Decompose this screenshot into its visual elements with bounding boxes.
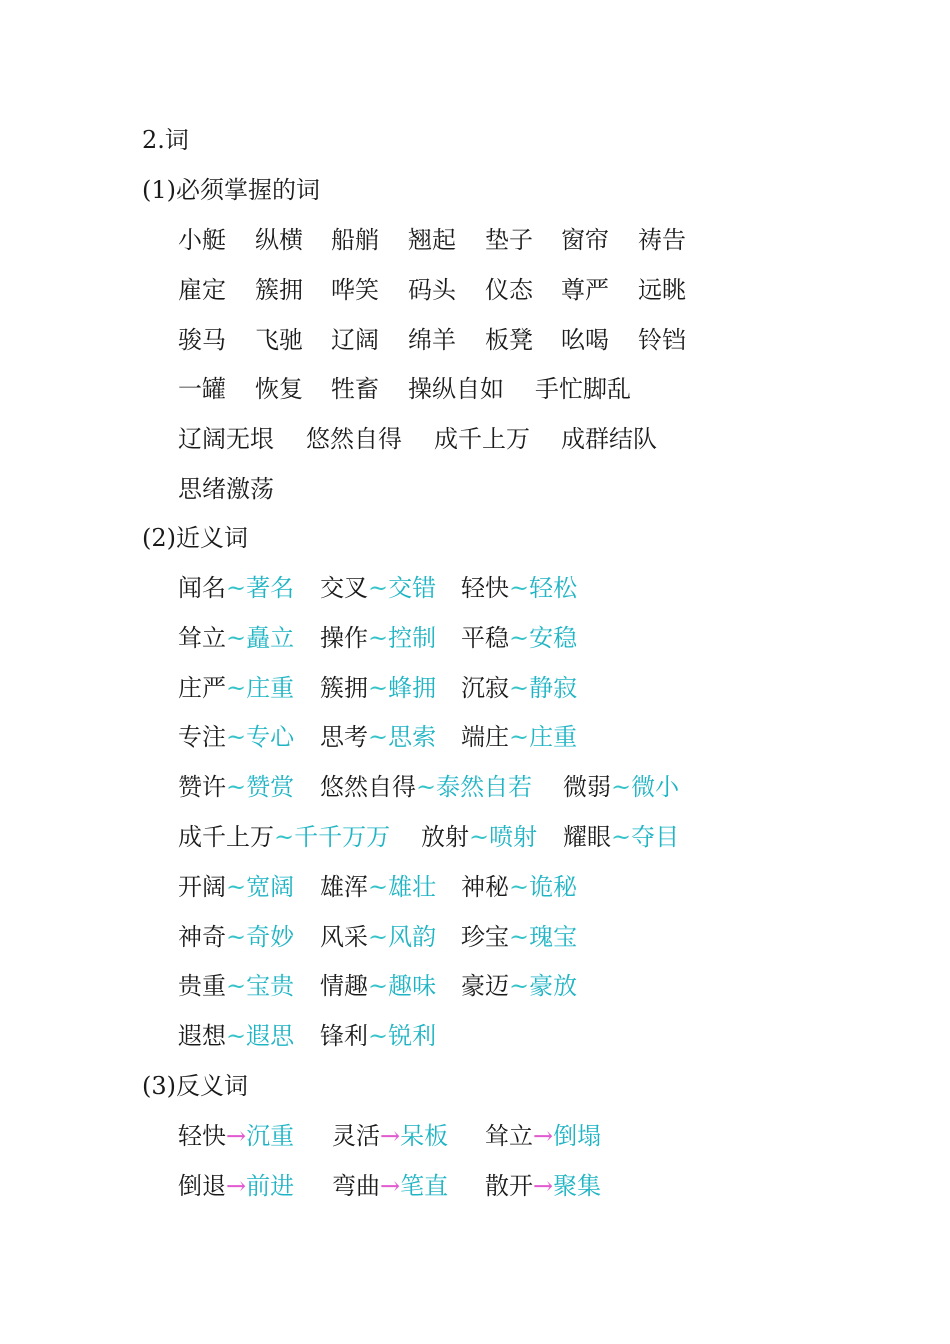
word: 端庄 xyxy=(461,723,509,752)
synonym-pair xyxy=(320,668,436,708)
answer-word: 雄壮 xyxy=(388,872,437,901)
answer-word: 宝贵 xyxy=(246,972,295,1001)
synonym-pair xyxy=(178,817,390,857)
answer-word: 微小 xyxy=(631,773,680,802)
tilde-separator: ~ xyxy=(226,872,247,901)
synonym-pair xyxy=(461,668,577,708)
synonym-pair xyxy=(178,618,294,658)
word: 灵活 xyxy=(332,1122,380,1150)
word: 绵羊 xyxy=(408,325,456,354)
word: 微弱 xyxy=(563,773,611,802)
word: 轻快 xyxy=(178,1122,226,1150)
synonyms-heading: (2)近义词 xyxy=(142,524,248,552)
arrow-separator: → xyxy=(380,1122,401,1150)
tilde-separator: ~ xyxy=(226,723,247,752)
tilde-separator: ~ xyxy=(368,872,389,901)
word: 操作 xyxy=(320,623,368,652)
tilde-separator: ~ xyxy=(509,723,530,752)
tilde-separator: ~ xyxy=(368,1022,389,1051)
word: 牲畜 xyxy=(331,375,379,404)
word: 赞许 xyxy=(178,773,226,802)
synonym-pair xyxy=(178,767,294,807)
answer-word: 前进 xyxy=(246,1171,295,1200)
word: 飞驰 xyxy=(255,325,303,354)
synonym-pair xyxy=(563,817,679,857)
antonym-pair xyxy=(485,1116,601,1156)
word: 船艄 xyxy=(331,226,379,254)
answer-word: 庄重 xyxy=(246,673,295,702)
synonym-pair xyxy=(178,568,294,608)
word: 情趣 xyxy=(320,972,368,1001)
word: 平稳 xyxy=(461,623,509,652)
synonym-pair xyxy=(461,568,577,608)
arrow-separator: → xyxy=(533,1122,554,1150)
word: 小艇 xyxy=(178,226,226,254)
antonym-pair xyxy=(332,1166,448,1206)
word: 放射 xyxy=(421,823,469,851)
tilde-separator: ~ xyxy=(226,773,247,802)
word: 思考 xyxy=(320,723,368,752)
tilde-separator: ~ xyxy=(226,972,247,1001)
tilde-separator: ~ xyxy=(368,723,389,752)
word: 耀眼 xyxy=(563,823,611,851)
word: 纵横 xyxy=(255,226,303,254)
answer-word: 专心 xyxy=(246,723,295,752)
word: 窗帘 xyxy=(561,226,609,254)
arrow-separator: → xyxy=(380,1171,401,1200)
word: 仪态 xyxy=(485,275,533,304)
tilde-separator: ~ xyxy=(368,673,389,702)
tilde-separator: ~ xyxy=(226,922,247,951)
word: 豪迈 xyxy=(461,972,509,1001)
word: 辽阔无垠 xyxy=(178,425,274,454)
word: 思绪激荡 xyxy=(178,475,274,503)
word: 弯曲 xyxy=(332,1171,380,1200)
synonym-pair xyxy=(320,568,436,608)
answer-word: 思索 xyxy=(388,723,437,752)
must-master-heading: (1)必须掌握的词 xyxy=(142,176,320,204)
antonym-pair xyxy=(332,1116,448,1156)
answer-word: 交错 xyxy=(388,574,437,602)
word: 耸立 xyxy=(178,623,226,652)
answer-word: 聚集 xyxy=(553,1171,602,1200)
answer-word: 泰然自若 xyxy=(436,773,533,802)
answer-word: 豪放 xyxy=(529,972,578,1001)
antonym-pair xyxy=(178,1166,294,1206)
answer-word: 沉重 xyxy=(246,1122,295,1150)
answer-word: 瑰宝 xyxy=(529,922,578,951)
answer-word: 锐利 xyxy=(388,1022,437,1051)
tilde-separator: ~ xyxy=(509,673,530,702)
word: 专注 xyxy=(178,723,226,752)
answer-word: 夺目 xyxy=(631,823,680,851)
word: 风采 xyxy=(320,922,368,951)
synonym-pair xyxy=(320,1016,436,1056)
synonym-pair xyxy=(563,767,679,807)
word: 开阔 xyxy=(178,872,226,901)
word: 闻名 xyxy=(178,574,226,602)
word: 吆喝 xyxy=(561,325,609,354)
answer-word: 笔直 xyxy=(400,1171,449,1200)
tilde-separator: ~ xyxy=(509,872,530,901)
word: 倒退 xyxy=(178,1171,226,1200)
tilde-separator: ~ xyxy=(368,574,389,602)
word: 码头 xyxy=(408,275,456,304)
word: 散开 xyxy=(485,1171,533,1200)
word: 神奇 xyxy=(178,922,226,951)
word: 成千上万 xyxy=(434,425,530,454)
tilde-separator: ~ xyxy=(368,922,389,951)
synonym-pair xyxy=(320,867,436,907)
tilde-separator: ~ xyxy=(509,623,530,652)
synonym-pair xyxy=(461,966,577,1006)
answer-word: 风韵 xyxy=(388,922,437,951)
synonym-pair xyxy=(178,717,294,757)
word: 翘起 xyxy=(408,226,456,254)
tilde-separator: ~ xyxy=(509,922,530,951)
word: 珍宝 xyxy=(461,922,509,951)
word: 垫子 xyxy=(485,226,533,254)
answer-word: 宽阔 xyxy=(246,872,295,901)
tilde-separator: ~ xyxy=(226,623,247,652)
synonym-pair xyxy=(178,917,294,957)
tilde-separator: ~ xyxy=(226,1022,247,1051)
answer-word: 控制 xyxy=(388,623,437,652)
word: 沉寂 xyxy=(461,673,509,702)
word: 尊严 xyxy=(561,275,609,304)
answer-word: 喷射 xyxy=(489,823,538,851)
word: 一罐 xyxy=(178,375,226,404)
section-title: 2.词 xyxy=(142,126,189,154)
synonym-pair xyxy=(320,717,436,757)
word: 悠然自得 xyxy=(320,773,416,802)
word: 操纵自如 xyxy=(408,375,504,404)
word: 成千上万 xyxy=(178,823,274,851)
word: 哗笑 xyxy=(331,275,379,304)
word: 交叉 xyxy=(320,574,368,602)
answer-word: 诡秘 xyxy=(529,872,578,901)
word: 悠然自得 xyxy=(306,425,402,454)
word: 神秘 xyxy=(461,872,509,901)
answer-word: 奇妙 xyxy=(246,922,295,951)
word: 簇拥 xyxy=(320,673,368,702)
word: 骏马 xyxy=(178,325,226,354)
tilde-separator: ~ xyxy=(226,574,247,602)
antonyms-heading: (3)反义词 xyxy=(142,1072,248,1100)
word: 庄严 xyxy=(178,673,226,702)
tilde-separator: ~ xyxy=(611,823,632,851)
answer-word: 著名 xyxy=(246,574,295,602)
answer-word: 倒塌 xyxy=(553,1122,602,1150)
word: 铃铛 xyxy=(638,325,686,354)
answer-word: 蜂拥 xyxy=(388,673,437,702)
word: 遐想 xyxy=(178,1022,226,1051)
word: 辽阔 xyxy=(331,325,379,354)
synonym-pair xyxy=(461,618,577,658)
synonym-pair xyxy=(178,966,294,1006)
tilde-separator: ~ xyxy=(509,574,530,602)
tilde-separator: ~ xyxy=(469,823,490,851)
antonym-pair xyxy=(485,1166,601,1206)
word: 雄浑 xyxy=(320,872,368,901)
synonym-pair xyxy=(178,1016,294,1056)
word: 簇拥 xyxy=(255,275,303,304)
answer-word: 趣味 xyxy=(388,972,437,1001)
word: 手忙脚乱 xyxy=(535,375,631,404)
word: 轻快 xyxy=(461,574,509,602)
tilde-separator: ~ xyxy=(368,972,389,1001)
synonym-pair xyxy=(320,917,436,957)
synonym-pair xyxy=(461,867,577,907)
synonym-pair xyxy=(421,817,537,857)
arrow-separator: → xyxy=(226,1122,247,1150)
word: 板凳 xyxy=(485,325,533,354)
answer-word: 静寂 xyxy=(529,673,578,702)
synonym-pair xyxy=(461,717,577,757)
word: 祷告 xyxy=(638,226,686,254)
answer-word: 安稳 xyxy=(529,623,578,652)
synonym-pair xyxy=(320,767,532,807)
answer-word: 遐思 xyxy=(246,1022,295,1051)
word: 雇定 xyxy=(178,275,226,304)
arrow-separator: → xyxy=(533,1171,554,1200)
synonym-pair xyxy=(320,618,436,658)
synonym-pair xyxy=(178,867,294,907)
answer-word: 呆板 xyxy=(400,1122,449,1150)
arrow-separator: → xyxy=(226,1171,247,1200)
word: 成群结队 xyxy=(561,425,657,454)
answer-word: 轻松 xyxy=(529,574,578,602)
word: 贵重 xyxy=(178,972,226,1001)
antonym-pair xyxy=(178,1116,294,1156)
tilde-separator: ~ xyxy=(509,972,530,1001)
tilde-separator: ~ xyxy=(416,773,437,802)
tilde-separator: ~ xyxy=(611,773,632,802)
synonym-pair xyxy=(320,966,436,1006)
tilde-separator: ~ xyxy=(274,823,295,851)
answer-word: 千千万万 xyxy=(294,823,391,851)
synonym-pair xyxy=(178,668,294,708)
synonym-pair xyxy=(461,917,577,957)
word: 锋利 xyxy=(320,1022,368,1051)
word: 耸立 xyxy=(485,1122,533,1150)
answer-word: 矗立 xyxy=(246,623,295,652)
word: 远眺 xyxy=(638,275,686,304)
word: 恢复 xyxy=(255,375,303,404)
answer-word: 赞赏 xyxy=(246,773,295,802)
tilde-separator: ~ xyxy=(368,623,389,652)
answer-word: 庄重 xyxy=(529,723,578,752)
tilde-separator: ~ xyxy=(226,673,247,702)
